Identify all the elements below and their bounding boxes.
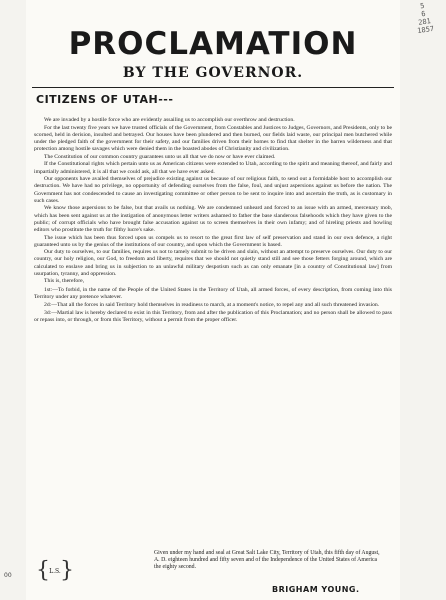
salutation: CITIZENS OF UTAH--- [36, 93, 174, 106]
body-paragraph: The issue which has been thus forced upon us compels us to resort to the great first law of self preservation and stand in our own defence, a right guaranteed unto us by the genius of the institutions of our country, and upon which the Government is based. [34, 234, 392, 248]
header-rule [32, 87, 394, 88]
proclamation-body [34, 117, 392, 325]
seal-mark: { L.S. } [40, 560, 70, 584]
resolution-item: 1st:—To forbid, in the name of the People of the United States in the Territory of Utah, all armed forces, of every description, from coming into this Territory under any pretence whatever. [34, 286, 392, 300]
archive-handwritten-note: 5 6 281 1857 [416, 1, 435, 36]
edge-mark: 00 [4, 572, 12, 579]
body-paragraph: This is, therefore, [44, 278, 85, 285]
body-paragraph: We know those aspersions to be false, but that avails us nothing. We are condemned unheard and forced to an issue with an armed, mercenary mob, which has been sent against us at the instigation of anonymous letter writers ashamed to father the base slanderous falsehoods which they have given to the public; of corrupt officials who have brought false accusation against us to screen themselves in their own infamy; and of hireling priests and howling editors who prostitute the truth for filthy lucre's sake. [34, 205, 392, 233]
proclamation-sheet [26, 0, 400, 600]
proclamation-subtitle: BY THE GOVERNOR. [122, 65, 304, 81]
resolution-item: 3d:—Martial law is hereby declared to exist in this Territory, from and after the publication of this Proclamation; and no person shall be allowed to pass or repass into, or through, or from this Territory, without a permit from the proper officer. [34, 310, 392, 324]
body-paragraph: Our duty to ourselves, to our families, requires us not to tamely submit to be driven and slain, without an attempt to preserve ourselves. Our duty to our country, our holy religion, our God, to freedom and liberty, requires that we should not quietly stand still and see those fetters forging around, which are calculated to enslave and bring us in subjection to an unlawful military despotism such as can only emanate [in a country of Constitutional law] from usurpation, tyranny, and oppression. [34, 249, 392, 277]
body-paragraph: If the Constitutional rights which pertain unto us as American citizens were extended to Utah, according to the spirit and meaning thereof, and fairly and impartially administered, it is all that we could ask, all that we have ever asked. [34, 161, 392, 175]
proclamation-title: PROCLAMATION [68, 26, 358, 62]
body-paragraph: For the last twenty five years we have trusted officials of the Government, from Constables and Justices to Judges, Governors, and Presidents, only to be scorned, held in derision, insulted and betrayed. Our houses have been plundered and then burned, our fields laid waste, our principal men butchered while under the pledged faith of the government for their safety, and our families driven from their homes to find that shelter in the barren wilderness and that protection among hostile savages which were denied them in the boasted abodes of Christianity and civilization. [34, 124, 392, 153]
body-paragraph: Our opponents have availed themselves of prejudice existing against us because of our religious faith, to send out a formidable host to accomplish our destruction. We have had no privilege, no opportunity of defending ourselves from the false, foul, and unjust aspersions against us before the nation. The Government has not condescended to cause an investigating committee or other person to be sent to inquire into and ascertain the truth, as is customary in such cases. [34, 176, 392, 204]
body-paragraph: We are invaded by a hostile force who are evidently assailing us to accomplish our overthrow and destruction. [44, 117, 295, 123]
resolution-item: 2d:—That all the forces in said Territory hold themselves in readiness to march, at a moment's notice, to repel any and all such threatened invasion. [44, 301, 380, 308]
signature-name: BRIGHAM YOUNG. [272, 585, 360, 594]
given-statement: Given under my hand and seal at Great Salt Lake City, Territory of Utah, this fifth day of August, A. D. eighteen hundred and fifty seven and of the Independence of the United States of America the eighty second. [154, 550, 380, 571]
body-paragraph: The Constitution of our common country guarantees unto us all that we do now or have ever claimed. [44, 153, 276, 160]
